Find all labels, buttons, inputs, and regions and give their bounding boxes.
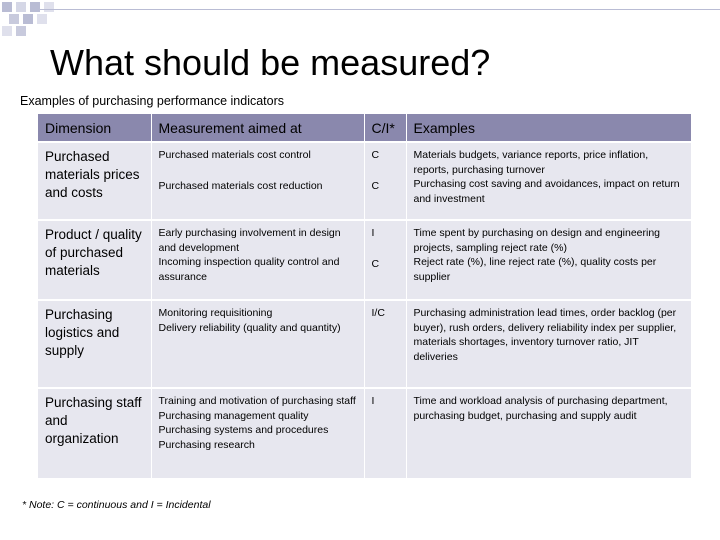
measurement-cell xyxy=(151,220,364,300)
ci-value: I xyxy=(371,227,375,239)
table-header-row xyxy=(38,114,691,142)
dimension-cell: Product / quality of purchased materials xyxy=(38,220,151,300)
measurement-item: Purchased materials cost control xyxy=(158,149,311,161)
header-ci: C/I* xyxy=(364,114,406,142)
ci-cell xyxy=(364,300,406,388)
measurement-item: Purchasing research xyxy=(158,439,255,452)
header-dimension: Dimension xyxy=(38,114,151,142)
table-row xyxy=(38,388,691,478)
dimension-cell: Purchased materials prices and costs xyxy=(38,142,151,220)
ci-value: C xyxy=(371,179,380,192)
slide-subtitle: Examples of purchasing performance indicators xyxy=(20,94,285,108)
dimension-cell: Purchasing logistics and supply xyxy=(38,300,151,388)
measurement-item: Delivery reliability (quality and quantity) xyxy=(158,321,341,334)
examples-cell xyxy=(406,220,691,300)
example-item: Time spent by purchasing on design and engineering projects, sampling reject rate (%) xyxy=(413,227,661,254)
indicators-table xyxy=(38,114,692,478)
ci-cell xyxy=(364,388,406,478)
footnote: * Note: C = continuous and I = Incidental xyxy=(22,499,211,511)
examples-cell xyxy=(406,142,691,220)
measurement-cell xyxy=(151,388,364,478)
slide-title: What should be measured? xyxy=(50,42,491,83)
example-item: Materials budgets, variance reports, price inflation, reports, purchasing turnover xyxy=(413,149,649,176)
measurement-item: Purchasing systems and procedures xyxy=(158,424,329,437)
measurement-cell xyxy=(151,142,364,220)
ci-value: I/C xyxy=(371,307,385,319)
table-row xyxy=(38,220,691,300)
table-row xyxy=(38,300,691,388)
measurement-cell xyxy=(151,300,364,388)
measurement-item: Incoming inspection quality control and assurance xyxy=(158,256,340,284)
header-examples: Examples xyxy=(406,114,691,142)
examples-cell xyxy=(406,388,691,478)
example-item: Purchasing cost saving and avoidances, impact on return and investment xyxy=(413,178,680,206)
measurement-item: Purchased materials cost reduction xyxy=(158,179,323,192)
measurement-item: Early purchasing involvement in design and development xyxy=(158,227,341,254)
measurement-item: Monitoring requisitioning xyxy=(158,307,273,319)
example-item: Time and workload analysis of purchasing department, purchasing budget, purchasing and supply audit xyxy=(413,395,668,422)
example-item: Purchasing administration lead times, order backlog (per buyer), rush orders, delivery reliability index per supplier, materials shortages, inventory turnover ratio, JIT deliveries xyxy=(413,307,677,364)
ci-value: C xyxy=(371,149,380,161)
examples-cell xyxy=(406,300,691,388)
header-measurement: Measurement aimed at xyxy=(151,114,364,142)
dimension-cell: Purchasing staff and organization xyxy=(38,388,151,478)
ci-cell xyxy=(364,142,406,220)
ci-value: I xyxy=(371,395,375,407)
table-row xyxy=(38,142,691,220)
ci-cell xyxy=(364,220,406,300)
measurement-item: Purchasing management quality xyxy=(158,409,309,422)
ci-value: C xyxy=(371,257,380,270)
title-rule xyxy=(36,9,720,10)
example-item: Reject rate (%), line reject rate (%), quality costs per supplier xyxy=(413,256,657,284)
measurement-item: Training and motivation of purchasing staff xyxy=(158,395,356,407)
corner-decoration xyxy=(0,0,60,45)
